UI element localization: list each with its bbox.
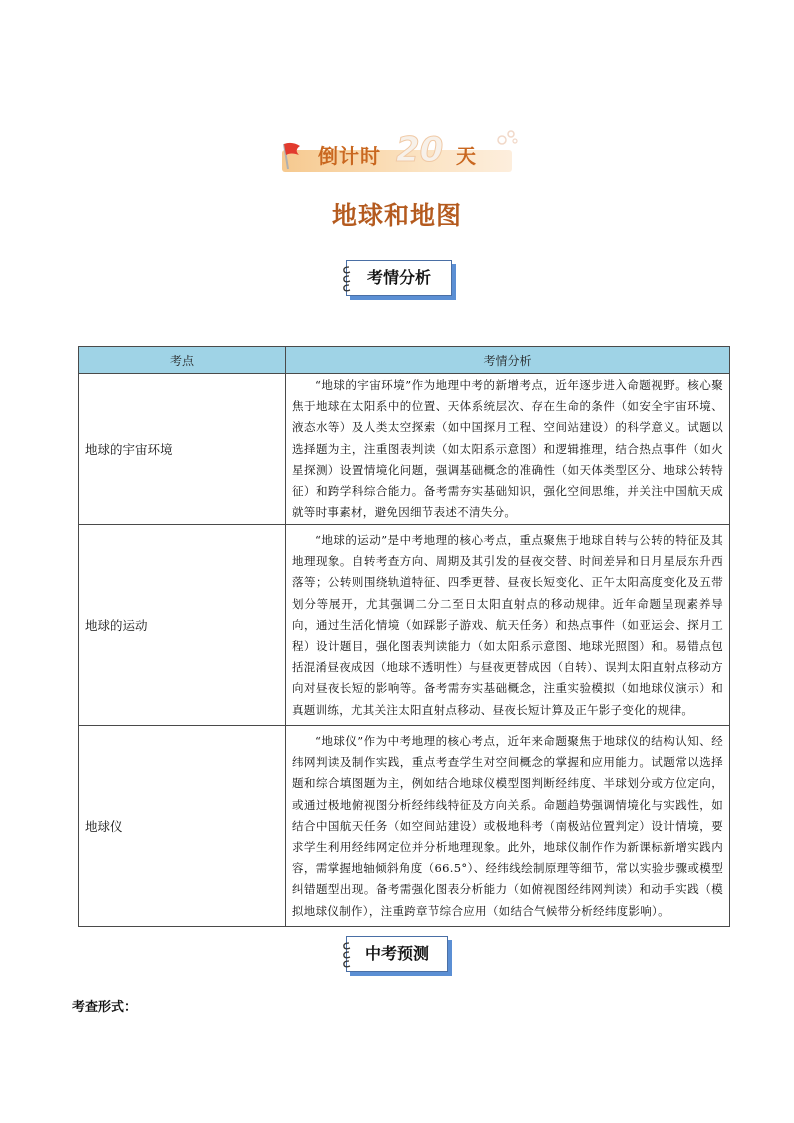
table-cell-topic: 地球的运动 <box>79 525 286 726</box>
flag-icon <box>278 140 304 170</box>
countdown-suffix: 天 <box>456 144 476 168</box>
section-heading-forecast <box>346 936 448 972</box>
section-heading-label: 考情分析 <box>366 268 431 287</box>
page-title: 地球和地图 <box>331 201 462 230</box>
table-cell-topic: 地球仪 <box>79 726 286 927</box>
exam-format-label: 考查形式： <box>72 1000 138 1015</box>
table-header-row <box>79 347 730 374</box>
table-cell-analysis: “地球仪”作为中考地理的核心考点，近年来命题聚焦于地球仪的结构认知、经纬网判读及制作实践，重点考查学生对空间概念的掌握和应用能力。试题常以选择题和综合填图题为主，例如结合地球仪模型图判断经纬度、半球划分或方位定向，或通过极地俯视图分析经纬线特征及方向关系。命题趋势强调情境化与实践性，如结合中国航天任务（如空间站建设）或极地科考（南极站位置判定）设计情境，要求学生利用经纬网定位并分析地理现象。此外，地球仪制作作为新课标新增实践内容，需掌握地轴倾斜角度（66.5°）、经纬线绘制原理等细节，常以实验步骤或模型纠错题型出现。备考需强化图表分析能力（如俯视图经纬网判读）和动手实践（模拟地球仪制作），注重跨章节综合应用（如结合气候带分析经纬度影响）。 <box>286 726 730 927</box>
sparkle-icon <box>496 128 518 146</box>
table-cell-analysis: “地球的运动”是中考地理的核心考点，重点聚焦于地球自转与公转的特征及其地理现象。自转考查方向、周期及其引发的昼夜交替、时间差异和日月星辰东升西落等；公转则围绕轨道特征、四季更替、昼夜长短变化、正午太阳高度变化及五带划分等展开，尤其强调二分二至日太阳直射点的移动规律。近年命题呈现素养导向，通过生活化情境（如踩影子游戏、航天任务）和热点事件（如亚运会、探月工程）设计题目，强化图表判读能力（如太阳系示意图、地球光照图）和。易错点包括混淆昼夜成因（地球不透明性）与昼夜更替成因（自转）、误判太阳直射点移动方向对昼夜长短的影响等。备考需夯实基础概念，注重实验模拟（如地球仪演示）和真题训练，尤其关注太阳直射点移动、昼夜长短计算及正午影子变化的规律。 <box>286 525 730 726</box>
column-header-analysis: 考情分析 <box>286 347 730 374</box>
column-header-topic: 考点 <box>79 347 286 374</box>
section-heading-label: 中考预测 <box>364 944 429 963</box>
countdown-number: 20 <box>396 130 444 170</box>
table-row <box>79 726 730 927</box>
analysis-table <box>78 346 730 927</box>
table-cell-topic: 地球的宇宙环境 <box>79 374 286 525</box>
table-row <box>79 525 730 726</box>
section-heading-analysis <box>346 260 452 296</box>
table-cell-analysis: “地球的宇宙环境”作为地理中考的新增考点，近年逐步进入命题视野。核心聚焦于地球在太阳系中的位置、天体系统层次、存在生命的条件（如安全宇宙环境、液态水等）及人类太空探索（如中国探月工程、空间站建设）的科学意义。试题以选择题为主，注重图表判读（如太阳系示意图）和逻辑推理，结合热点事件（如火星探测）设置情境化问题，强调基础概念的准确性（如天体类型区分、地球公转特征）和跨学科综合能力。备考需夯实基础知识，强化空间思维，并关注中国航天成就等时事素材，避免因细节表述不清失分。 <box>286 374 730 525</box>
countdown-prefix: 倒计时 <box>318 144 381 168</box>
table-row <box>79 374 730 525</box>
countdown-badge <box>278 128 518 180</box>
